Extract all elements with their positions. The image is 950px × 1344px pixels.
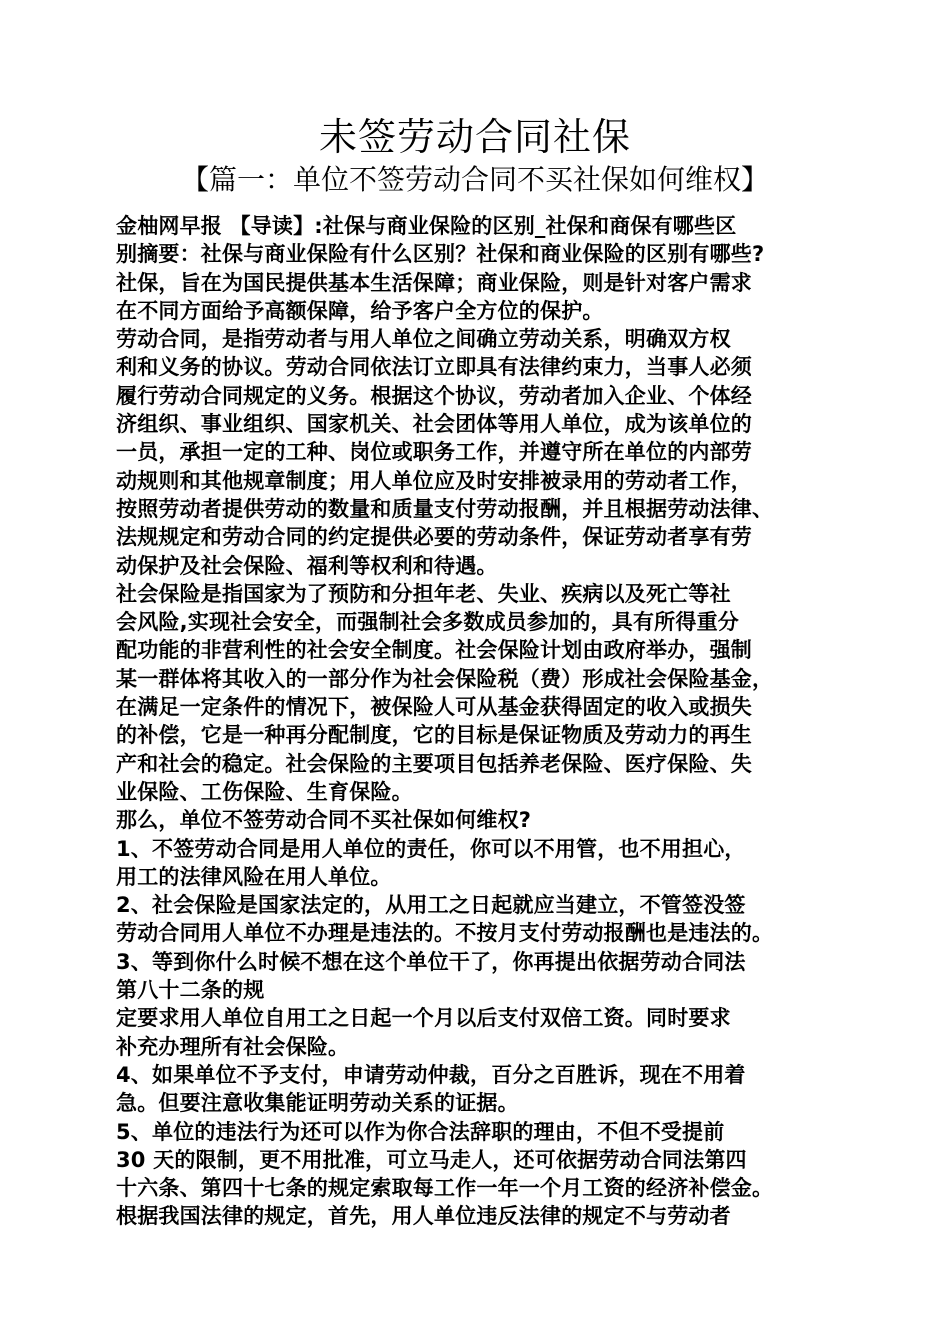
text-line: 第八十二条的规 (116, 978, 265, 1003)
text-line: 金柚网早报 【导读】:社保与商业保险的区别_社保和商保有哪些区 (116, 214, 737, 238)
document-body (116, 212, 856, 1231)
text-line: 4、如果单位不予支付，申请劳动仲裁，百分之百胜诉，现在不用着 (116, 1062, 746, 1087)
text-line: 利和义务的协议。劳动合同依法订立即具有法律约束力，当事人必须 (116, 355, 752, 380)
text-line: 3、等到你什么时候不想在这个单位干了，你再提出依据劳动合同法 (116, 949, 746, 974)
text-line: 济组织、事业组织、国家机关、社会团体等用人单位，成为该单位的 (116, 412, 752, 437)
text-line: 按照劳动者提供劳动的数量和质量支付劳动报酬，并且根据劳动法律、 (116, 496, 774, 521)
text-line: 的补偿，它是一种再分配制度，它的目标是保证物质及劳动力的再生 (116, 723, 752, 748)
text-line: 产和社会的稳定。社会保险的主要项目包括养老保险、医疗保险、失 (116, 751, 752, 776)
text-line: 劳动合同用人单位不办理是违法的。不按月支付劳动报酬也是违法的。 (116, 921, 774, 946)
text-line: 十六条、第四十七条的规定索取每工作一年一个月工资的经济补偿金。 (116, 1176, 774, 1201)
text-line: 2、社会保险是国家法定的，从用工之日起就应当建立，不管签没签 (116, 893, 746, 918)
text-line: 根据我国法律的规定，首先，用人单位违反法律的规定不与劳动者 (116, 1204, 731, 1229)
text-line: 会风险,实现社会安全，而强制社会多数成员参加的，具有所得重分 (116, 610, 739, 635)
document-title: 未签劳动合同社保 (318, 115, 631, 159)
text-line: 别摘要：社保与商业保险有什么区别？社保和商业保险的区别有哪些? (116, 242, 765, 267)
text-line: 动保护及社会保险、福利等权利和待遇。 (116, 553, 498, 578)
text-line: 30 天的限制，更不用批准，可立马走人，还可依据劳动合同法第四 (116, 1147, 747, 1172)
text-line: 在不同方面给予高额保障，给予客户全方位的保护。 (116, 298, 604, 323)
text-line: 社保，旨在为国民提供基本生活保障；商业保险，则是针对客户需求 (116, 270, 752, 295)
text-line: 定要求用人单位自用工之日起一个月以后支付双倍工资。同时要求 (116, 1006, 731, 1031)
text-line: 动规则和其他规章制度；用人单位应及时安排被录用的劳动者工作， (116, 468, 752, 493)
document-subtitle: 【篇一：单位不签劳动合同不买社保如何维权】 (180, 163, 769, 196)
text-line: 社会保险是指国家为了预防和分担年老、失业、疾病以及死亡等社 (116, 581, 731, 606)
text-line: 5、单位的违法行为还可以作为你合法辞职的理由，不但不受提前 (116, 1119, 725, 1144)
text-line: 履行劳动合同规定的义务。根据这个协议，劳动者加入企业、个体经 (116, 383, 752, 408)
text-line: 在满足一定条件的情况下，被保险人可从基金获得固定的收入或损失 (116, 695, 752, 720)
text-line: 那么，单位不签劳动合同不买社保如何维权? (116, 808, 532, 833)
text-line: 某一群体将其收入的一部分作为社会保险税（费）形成社会保险基金， (116, 666, 774, 691)
text-line: 补充办理所有社会保险。 (116, 1034, 350, 1059)
text-line: 用工的法律风险在用人单位。 (116, 864, 392, 889)
text-line: 急。但要注意收集能证明劳动关系的证据。 (116, 1091, 519, 1116)
text-line: 业保险、工伤保险、生育保险。 (116, 779, 413, 804)
text-line: 1、不签劳动合同是用人单位的责任，你可以不用管，也不用担心， (116, 836, 746, 861)
text-line: 一员，承担一定的工种、岗位或职务工作，并遵守所在单位的内部劳 (116, 440, 752, 465)
text-line: 配功能的非营利性的社会安全制度。社会保险计划由政府举办，强制 (116, 638, 752, 663)
text-line: 劳动合同，是指劳动者与用人单位之间确立劳动关系，明确双方权 (116, 327, 731, 352)
text-line: 法规规定和劳动合同的约定提供必要的劳动条件，保证劳动者享有劳 (116, 525, 752, 550)
